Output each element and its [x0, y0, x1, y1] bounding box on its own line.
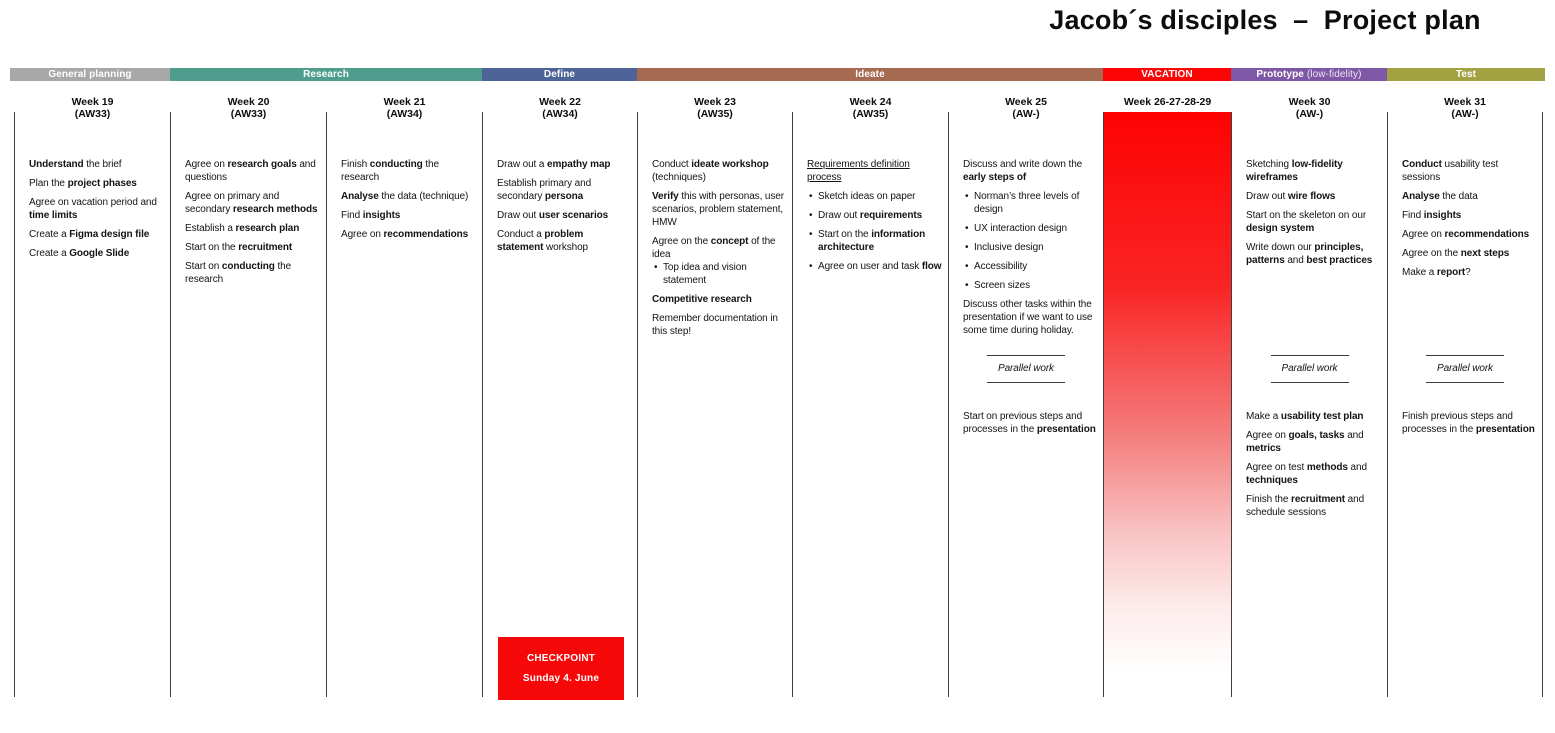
- text: Find: [1402, 210, 1424, 221]
- column-tasks: [483, 112, 637, 260]
- text: the brief: [83, 159, 122, 170]
- upper-task-item: [963, 298, 1097, 337]
- text: Agree on test: [1246, 462, 1307, 473]
- upper-bullet-item: [807, 209, 942, 222]
- lower-task-item: [1246, 461, 1381, 487]
- text-bold: report: [1436, 267, 1466, 278]
- text: Finish the: [1246, 494, 1292, 505]
- text-bold: early steps of: [963, 172, 1027, 183]
- lower-task-item: [1246, 493, 1381, 519]
- text: Conduct a: [497, 229, 545, 240]
- column-week-25: [948, 96, 1103, 697]
- text: UX interaction design: [974, 223, 1067, 234]
- upper-task-item: [1402, 266, 1536, 279]
- column-week-20: [170, 96, 326, 697]
- text-bold: recommendations: [1444, 229, 1530, 240]
- upper-bullet-item: [963, 260, 1097, 273]
- column-week-23: [637, 96, 792, 697]
- week-label: Week 23: [694, 96, 736, 108]
- week-label: Week 22: [539, 96, 581, 108]
- text: Start on the: [818, 229, 872, 240]
- text-bold: Prototype: [1256, 69, 1307, 80]
- text: Top idea and vision statement: [663, 262, 747, 286]
- upper-task-item: [185, 222, 320, 235]
- text: and schedule sessions: [1246, 494, 1365, 518]
- phase-bar: [10, 68, 1545, 81]
- upper-bullet-item: [652, 261, 786, 287]
- lower-task-item: [1246, 429, 1381, 455]
- text: Finish previous steps and processes in the: [1402, 411, 1513, 435]
- text: Agree on: [1246, 430, 1289, 441]
- text-bold: Google Slide: [69, 248, 130, 259]
- text-bold: information architecture: [818, 229, 926, 253]
- column-tasks: [793, 112, 948, 279]
- column-tasks: [1388, 112, 1542, 285]
- vacation-block: [1104, 112, 1231, 697]
- upper-bullet-item: [807, 260, 942, 273]
- text-bold: metrics: [1246, 443, 1281, 454]
- upper-task-item: [497, 228, 631, 254]
- phase-vacation: [1103, 68, 1231, 81]
- text: Find: [341, 210, 363, 221]
- text: Agree on user and task: [818, 261, 922, 272]
- text: Draw out: [1246, 191, 1288, 202]
- text: the research: [341, 159, 439, 183]
- parallel-work-divider: [1388, 355, 1542, 383]
- text-bold: goals, tasks: [1288, 430, 1345, 441]
- column-tasks: [327, 112, 482, 247]
- text: the research: [185, 261, 292, 285]
- week-label: Week 31: [1444, 96, 1486, 108]
- week-sublabel: (AW-): [1295, 108, 1324, 120]
- text-bold: empathy map: [547, 159, 611, 170]
- text: Create a: [29, 248, 70, 259]
- text-bold: Test: [1455, 69, 1477, 80]
- text-bold: General planning: [48, 69, 132, 80]
- parallel-work-divider: [949, 355, 1103, 383]
- upper-task-item: [497, 158, 631, 171]
- phase-general-planning: [10, 68, 170, 81]
- upper-task-item: [185, 158, 320, 184]
- upper-task-item: [497, 177, 631, 203]
- text-bold: presentation: [1036, 424, 1096, 435]
- text-bold: research methods: [232, 204, 318, 215]
- upper-task-item: [185, 260, 320, 286]
- page-title: Jacob´s disciples – Project plan: [1049, 5, 1481, 35]
- text: Norman’s three levels of design: [974, 191, 1080, 215]
- text-bold: Competitive research: [652, 294, 752, 305]
- lower-task-item: [1402, 410, 1536, 436]
- week-label: Week 19: [71, 96, 114, 108]
- week-sublabel: (AW34): [386, 108, 423, 120]
- text-bold: wire flows: [1287, 191, 1336, 202]
- text: Create a: [29, 229, 70, 240]
- upper-task-item: [29, 177, 164, 190]
- upper-task-item: [652, 312, 786, 338]
- parallel-work-divider: [1232, 355, 1387, 383]
- upper-task-item: [652, 235, 786, 261]
- lower-task-item: [963, 410, 1097, 436]
- week-columns: [14, 96, 1543, 697]
- column-tasks: [949, 112, 1103, 343]
- text-bold: persona: [544, 191, 584, 202]
- upper-task-item: [652, 190, 786, 229]
- text: Conduct: [652, 159, 692, 170]
- text-bold: conducting: [221, 261, 275, 272]
- text-bold: ideate workshop: [691, 159, 769, 170]
- text: Sketching: [1246, 159, 1292, 170]
- upper-bullet-item: [963, 241, 1097, 254]
- text-bold: concept: [710, 236, 749, 247]
- column-tasks: [15, 112, 170, 266]
- text-bold: recruitment: [1291, 494, 1345, 505]
- text: Agree on vacation period and: [29, 197, 157, 208]
- text: Write down our: [1246, 242, 1315, 253]
- text: Accessibility: [974, 261, 1028, 272]
- text-bold: recommendations: [383, 229, 469, 240]
- text-bold: Verify: [652, 191, 679, 202]
- text: Agree on: [341, 229, 384, 240]
- week-sublabel: (AW33): [230, 108, 267, 120]
- text: Agree on: [1402, 229, 1445, 240]
- text: the data: [1439, 191, 1478, 202]
- text-bold: time limits: [29, 210, 78, 221]
- text-bold: Ideate: [855, 69, 885, 80]
- upper-task-item: [29, 247, 164, 260]
- text-bold: Define: [543, 69, 576, 80]
- upper-task-item: [29, 158, 164, 171]
- upper-task-item: [341, 209, 476, 222]
- upper-task-item: [29, 228, 164, 241]
- upper-task-item: [1402, 228, 1536, 241]
- upper-task-item: [1246, 209, 1381, 235]
- text: this with personas, user scenarios, problem statement, HMW: [652, 191, 784, 228]
- divider-line-bottom: [1426, 382, 1504, 383]
- week-label: Week 21: [383, 96, 426, 108]
- text-bold: next steps: [1460, 248, 1510, 259]
- column-week-30: [1231, 96, 1387, 697]
- text: Finish: [341, 159, 370, 170]
- week-label: Week 20: [227, 96, 270, 108]
- week-label: Week 26-27-28-29: [1123, 96, 1212, 108]
- upper-task-item: [1402, 158, 1536, 184]
- text-bold: principles, patterns: [1246, 242, 1364, 266]
- upper-task-item: [963, 158, 1097, 184]
- text-bold: best practices: [1306, 255, 1373, 266]
- text: Plan the: [29, 178, 68, 189]
- divider-line-bottom: [1271, 382, 1349, 383]
- text: Start on the: [185, 242, 239, 253]
- text-bold: research goals: [227, 159, 297, 170]
- phase-prototype: [1231, 68, 1387, 81]
- column-tasks: [638, 112, 792, 344]
- parallel-work-label: Parallel work: [998, 363, 1054, 374]
- text: Discuss and write down the: [963, 159, 1083, 170]
- text-bold: recruitment: [238, 242, 293, 253]
- text-bold: VACATION: [1141, 69, 1193, 80]
- column-week-31: [1387, 96, 1543, 697]
- column-tasks: [1232, 112, 1387, 273]
- text: Sketch ideas on paper: [818, 191, 916, 202]
- checkpoint-title: CHECKPOINT: [526, 653, 596, 664]
- text: Remember documentation in this step!: [652, 313, 778, 337]
- text: Establish primary and secondary: [497, 178, 592, 202]
- parallel-work-label: Parallel work: [1281, 363, 1338, 374]
- lower-task-item: [1246, 410, 1381, 423]
- text: of the idea: [652, 236, 776, 260]
- parallel-work-tasks: [1232, 410, 1387, 525]
- text: (techniques): [652, 172, 706, 183]
- week-sublabel: (AW35): [697, 108, 733, 120]
- text: Inclusive design: [974, 242, 1044, 253]
- text-bold: Analyse: [341, 191, 379, 202]
- upper-task-item: [1246, 190, 1381, 203]
- text: (low-fidelity): [1306, 69, 1362, 80]
- text: workshop: [543, 242, 589, 253]
- text: Draw out: [497, 210, 539, 221]
- week-sublabel: (AW-): [1012, 108, 1040, 120]
- phase-research: [170, 68, 482, 81]
- week-label: Week 25: [1005, 96, 1047, 108]
- text: Draw out a: [497, 159, 548, 170]
- column-tasks: [171, 112, 326, 292]
- text-bold: presentation: [1475, 424, 1535, 435]
- phase-define: [482, 68, 637, 81]
- week-sublabel: (AW33): [74, 108, 111, 120]
- upper-task-item: [341, 190, 476, 203]
- divider-line-bottom: [987, 382, 1065, 383]
- week-label: Week 30: [1288, 96, 1331, 108]
- parallel-work-tasks: [949, 410, 1103, 442]
- column-week-26-27-28-29: [1103, 96, 1231, 697]
- upper-task-item: [1402, 190, 1536, 203]
- phase-test: [1387, 68, 1545, 81]
- upper-task-item: [185, 190, 320, 216]
- text-bold: Analyse: [1402, 191, 1440, 202]
- text-bold: requirements: [859, 210, 923, 221]
- text-bold: conducting: [369, 159, 423, 170]
- text: Agree on the: [1402, 248, 1461, 259]
- week-label: Week 24: [849, 96, 892, 108]
- upper-task-item: [1246, 158, 1381, 184]
- text-bold: methods: [1306, 462, 1348, 473]
- upper-bullet-item: [807, 228, 942, 254]
- column-week-24: [792, 96, 948, 697]
- text: Draw out: [818, 210, 860, 221]
- text: Start on: [185, 261, 222, 272]
- text-bold: flow: [921, 261, 942, 272]
- upper-task-item: [29, 196, 164, 222]
- checkpoint-date: Sunday 4. June: [522, 673, 600, 684]
- text: Establish a: [185, 223, 236, 234]
- text: Discuss other tasks within the presentation if we want to use some time during holiday.: [963, 299, 1093, 336]
- checkpoint-box: [498, 637, 624, 700]
- text-bold: problem statement: [497, 229, 584, 253]
- text: ?: [1465, 267, 1471, 278]
- text-bold: techniques: [1246, 475, 1298, 486]
- text-bold: Conduct: [1402, 159, 1442, 170]
- upper-task-item: [1402, 247, 1536, 260]
- upper-task-item: [341, 228, 476, 241]
- text: Make a: [1246, 411, 1281, 422]
- upper-bullet-item: [963, 222, 1097, 235]
- text: the data (technique): [378, 191, 469, 202]
- week-sublabel: (AW35): [852, 108, 889, 120]
- text: and questions: [185, 159, 316, 183]
- phase-ideate: [637, 68, 1103, 81]
- parallel-work-tasks: [1388, 410, 1542, 442]
- parallel-work-label: Parallel work: [1437, 363, 1493, 374]
- text-bold: project phases: [67, 178, 137, 189]
- upper-task-item: [341, 158, 476, 184]
- column-week-22: [482, 96, 637, 697]
- text: and: [1284, 255, 1307, 266]
- text: and: [1347, 462, 1367, 473]
- text: Start on previous steps and processes in the: [963, 411, 1083, 435]
- upper-task-item: [652, 158, 786, 184]
- week-sublabel: (AW-): [1451, 108, 1479, 120]
- text: Agree on primary and secondary: [185, 191, 280, 215]
- text: Make a: [1402, 267, 1437, 278]
- upper-task-item: [807, 158, 942, 184]
- text: and: [1344, 430, 1364, 441]
- text-bold: Research: [303, 69, 349, 80]
- text-bold: Understand: [29, 159, 84, 170]
- text-bold: usability test plan: [1280, 411, 1364, 422]
- text: Agree on the: [652, 236, 711, 247]
- text: Screen sizes: [974, 280, 1031, 291]
- text-bold: design system: [1246, 223, 1315, 234]
- upper-bullet-item: [963, 279, 1097, 292]
- text-bold: user scenarios: [538, 210, 609, 221]
- upper-bullet-item: [963, 190, 1097, 216]
- text-bold: low-fidelity wireframes: [1246, 159, 1343, 183]
- upper-bullet-item: [807, 190, 942, 203]
- upper-task-item: [652, 293, 786, 306]
- text-bold: research plan: [235, 223, 300, 234]
- text: Requirements definition process: [807, 159, 910, 183]
- text-bold: insights: [362, 210, 401, 221]
- upper-task-item: [497, 209, 631, 222]
- upper-task-item: [1246, 241, 1381, 267]
- text: usability test sessions: [1402, 159, 1499, 183]
- column-week-19: [14, 96, 170, 697]
- text-bold: insights: [1423, 210, 1462, 221]
- text: Agree on: [185, 159, 228, 170]
- column-week-21: [326, 96, 482, 697]
- upper-task-item: [1402, 209, 1536, 222]
- text: Start on the skeleton on our: [1246, 210, 1367, 221]
- week-header: [1368, 96, 1555, 120]
- text-bold: Figma design file: [69, 229, 150, 240]
- week-sublabel: (AW34): [542, 108, 578, 120]
- upper-task-item: [185, 241, 320, 254]
